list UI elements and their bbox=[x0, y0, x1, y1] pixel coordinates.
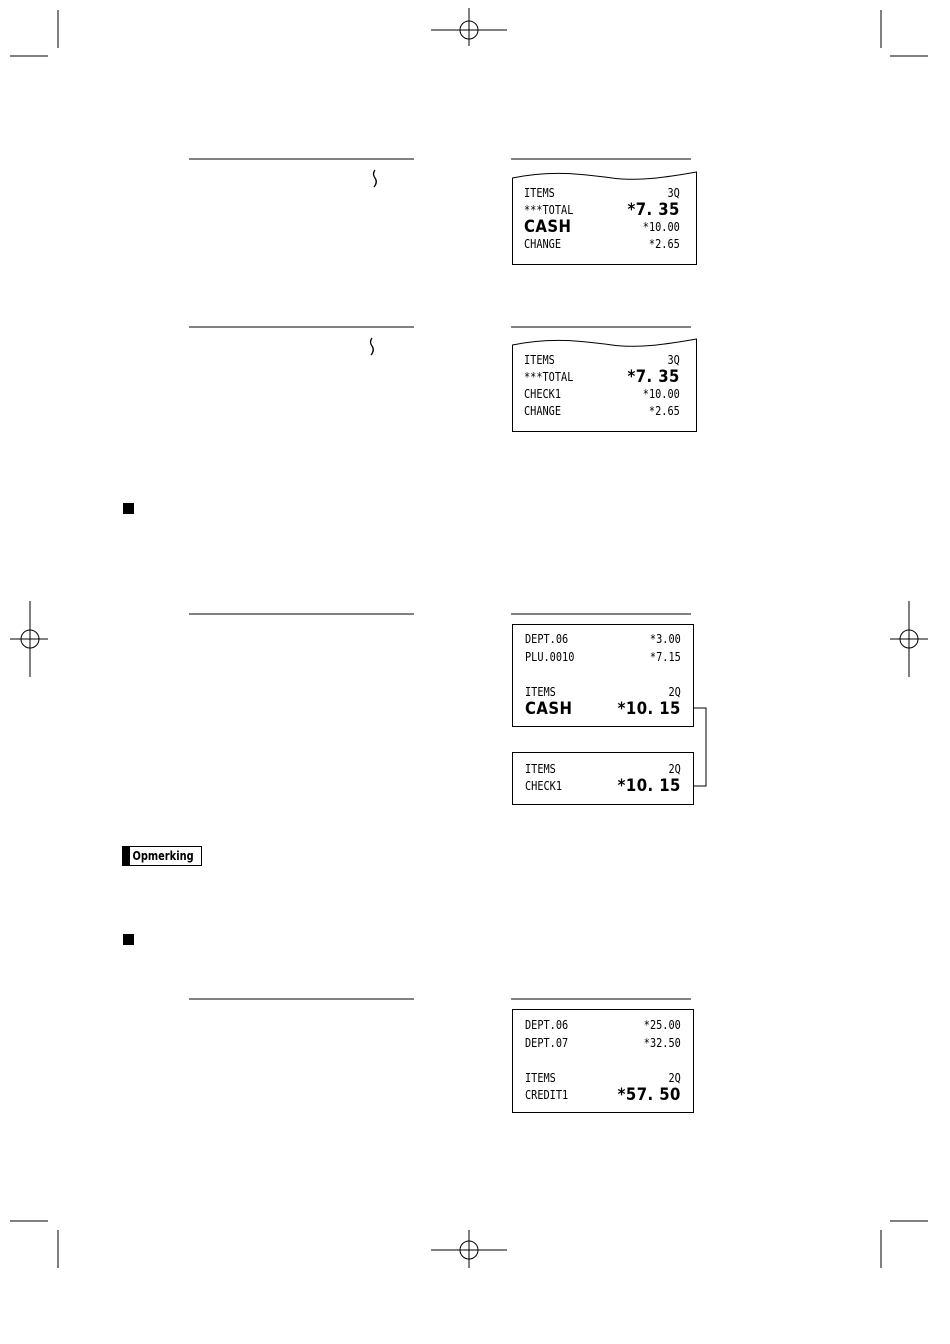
receipt-line-total: ***TOTAL *7. 35 bbox=[524, 367, 680, 386]
receipt-line-plu: PLU.0010 *7.15 bbox=[525, 649, 681, 664]
receipt-line-tender: CREDIT1 *57. 50 bbox=[525, 1085, 681, 1104]
registration-marks bbox=[10, 8, 928, 1268]
receipt-line-dept: DEPT.07 *32.50 bbox=[525, 1035, 681, 1050]
receipt-line-items: ITEMS 2Q bbox=[525, 761, 681, 776]
receipt-split-cash bbox=[512, 624, 694, 727]
receipt-line-tender: CASH *10. 15 bbox=[525, 699, 681, 718]
section-bullet-square bbox=[123, 934, 134, 945]
receipt-line-tender: CHECK1 *10.00 bbox=[524, 386, 680, 401]
receipt-line-items: ITEMS 3Q bbox=[524, 185, 680, 200]
receipt-credit bbox=[512, 1009, 694, 1113]
receipt-line-tender: CHECK1 *10. 15 bbox=[525, 776, 681, 795]
section-rules bbox=[189, 159, 691, 999]
receipt-line-items: ITEMS 2Q bbox=[525, 684, 681, 699]
receipt-line-dept: DEPT.06 *3.00 bbox=[525, 631, 681, 646]
receipt-line-tender: CASH *10.00 bbox=[524, 217, 680, 236]
receipt-line-change: CHANGE *2.65 bbox=[524, 403, 680, 418]
note-badge-bar bbox=[123, 847, 130, 865]
receipt-line-dept: DEPT.06 *25.00 bbox=[525, 1017, 681, 1032]
receipt-line-items: ITEMS 2Q bbox=[525, 1070, 681, 1085]
receipt-line-change: CHANGE *2.65 bbox=[524, 236, 680, 251]
note-badge bbox=[122, 846, 202, 866]
section-bullet-square bbox=[123, 503, 134, 514]
receipt-line-items: ITEMS 3Q bbox=[524, 352, 680, 367]
receipt-check bbox=[512, 337, 697, 432]
receipt-cash bbox=[512, 170, 697, 265]
receipt-line-total: ***TOTAL *7. 35 bbox=[524, 200, 680, 219]
crop-marks bbox=[10, 10, 928, 1268]
note-label: Opmerking bbox=[132, 849, 194, 863]
receipt-split-check bbox=[512, 752, 694, 805]
